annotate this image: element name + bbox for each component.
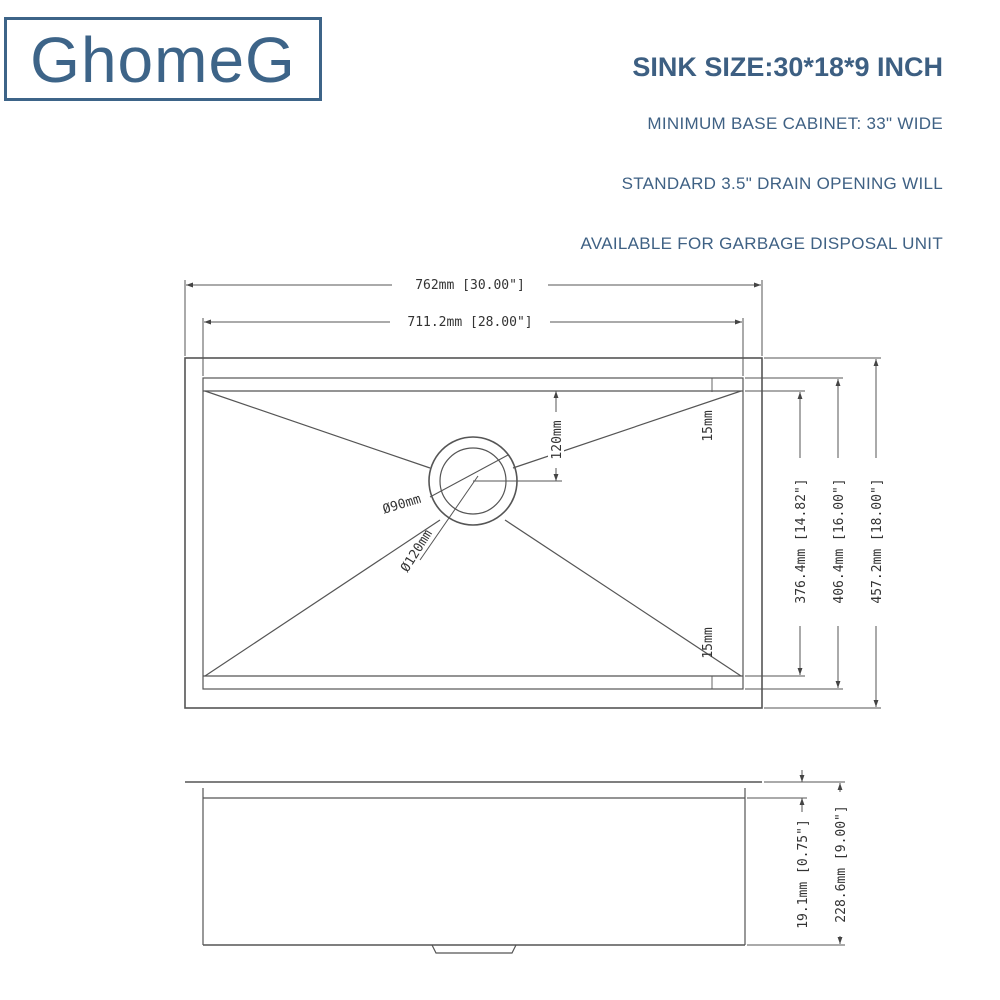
sink-inner-outline: [203, 378, 743, 689]
side-view: [185, 770, 845, 953]
drain-leader: [430, 455, 508, 497]
sink-size-title: SINK SIZE:30*18*9 INCH: [632, 52, 943, 82]
mid-depth-label: 406.4mm [16.00"]: [832, 478, 847, 604]
top-view: [185, 358, 762, 708]
slope-line: [205, 520, 440, 676]
drain-diameter-label: Ø90mm: [381, 491, 423, 518]
brand-logo-text: GhomeG: [30, 24, 296, 96]
spec-disposal: AVAILABLE FOR GARBAGE DISPOSAL UNIT: [580, 234, 943, 253]
overall-depth-label: 457.2mm [18.00"]: [870, 478, 885, 604]
spec-cabinet: MINIMUM BASE CABINET: 33" WIDE: [647, 114, 943, 133]
flange-height-label: 19.1mm [0.75"]: [796, 819, 811, 929]
slope-line: [205, 391, 430, 468]
overall-height-label: 228.6mm [9.00"]: [834, 805, 849, 923]
drain-leader: [420, 476, 478, 560]
ledge-top-label: 15mm: [701, 410, 716, 442]
overall-width-label: 762mm [30.00"]: [415, 278, 525, 293]
drain-offset-label: 120mm: [550, 420, 565, 460]
spec-drain: STANDARD 3.5" DRAIN OPENING WILL: [621, 174, 943, 193]
inner-depth-label: 376.4mm [14.82"]: [794, 478, 809, 604]
sink-outer-outline: [185, 358, 762, 708]
flange-diameter-label: Ø120mm: [398, 527, 436, 576]
ledge-bottom-label: 15mm: [701, 627, 716, 659]
side-drain-stub: [432, 945, 516, 953]
inner-width-label: 711.2mm [28.00"]: [407, 315, 533, 330]
